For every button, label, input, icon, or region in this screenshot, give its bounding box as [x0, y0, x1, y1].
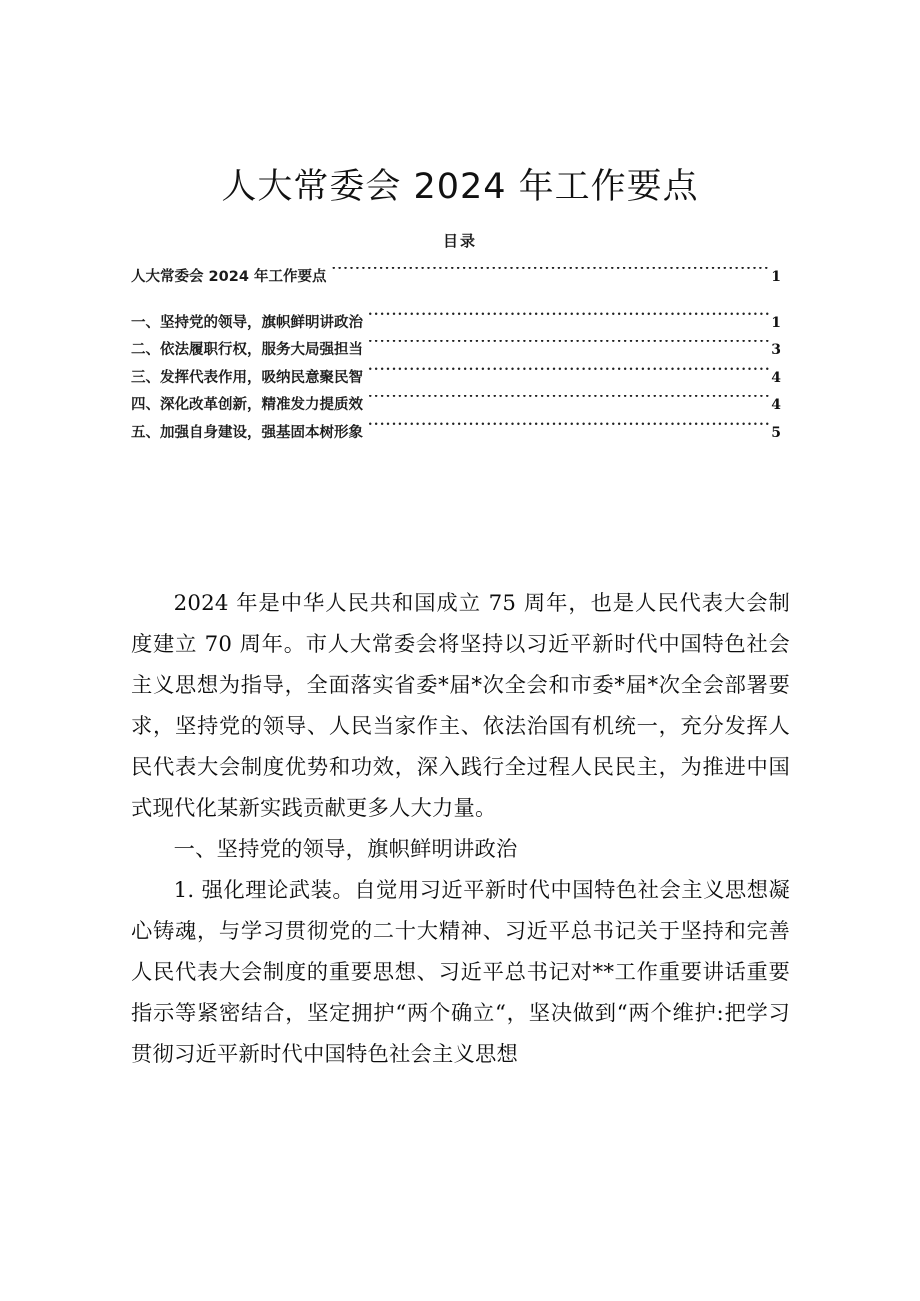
toc-entry-label: 三、发挥代表作用，吸纳民意聚民智	[131, 369, 363, 386]
toc-entry-page-number: 1	[771, 269, 781, 285]
intro-paragraph: 2024 年是中华人民共和国成立 75 周年，也是人民代表大会制度建立 70 周年。市人大常委会将坚持以习近平新时代中国特色社会主义思想为指导，全面落实省委*届*次全会和市委*届*次全会部署要求，坚持党的领导、人民当家作主、依法治国有机统一，充分发挥人民代表大会制度优势和功效，深入践行全过程人民民主，为推进中国式现代化某新实践贡献更多人大力量。	[131, 591, 790, 821]
toc-entry-label: 二、依法履职行权，服务大局强担当	[131, 342, 363, 358]
toc-entry-page-number: 1	[771, 314, 781, 331]
document-body	[131, 583, 790, 1075]
toc-dot-leader	[368, 312, 770, 327]
toc-entry-label: 四、深化改革创新，精准发力提质效	[131, 397, 363, 413]
section-one-heading: 一、坚持党的领导，旗帜鲜明讲政治	[173, 837, 518, 862]
toc-entry-section-two[interactable]	[131, 337, 781, 365]
toc-entry-section-four[interactable]	[131, 392, 781, 420]
section-one-item-1: 1. 强化理论武装。自觉用习近平新时代中国特色社会主义思想凝心铸魂，与学习贯彻党的二十大精神、习近平总书记关于坚持和完善人民代表大会制度的重要思想、习近平总书记对**工作重要讲话重要指示等紧密结合，坚定拥护“两个确立“，坚决做到“两个维护:把学习贯彻习近平新时代中国特色社会主义思想	[131, 878, 790, 1067]
table-of-contents	[131, 264, 781, 447]
toc-entry-page-number: 5	[771, 424, 781, 441]
table-of-contents-heading: 目录	[442, 232, 477, 250]
toc-entry-document-title[interactable]	[131, 264, 781, 292]
toc-dot-leader	[331, 267, 770, 282]
toc-entry-label: 五、加强自身建设，强基固本树形象	[131, 424, 363, 441]
toc-dot-leader	[368, 340, 770, 355]
toc-entry-section-three[interactable]	[131, 365, 781, 393]
toc-entry-page-number: 3	[771, 342, 781, 358]
toc-entry-label: 人大常委会 2024 年工作要点	[131, 269, 327, 285]
toc-entry-label: 一、坚持党的领导，旗帜鲜明讲政治	[131, 314, 363, 331]
toc-entry-section-one[interactable]	[131, 310, 781, 338]
toc-entry-section-five[interactable]	[131, 420, 781, 448]
toc-dot-leader	[368, 422, 770, 437]
toc-dot-leader	[368, 367, 770, 382]
toc-dot-leader	[368, 395, 770, 410]
toc-entry-page-number: 4	[771, 369, 781, 386]
page-title: 人大常委会 2024 年工作要点	[221, 167, 699, 208]
toc-entry-page-number: 4	[771, 397, 781, 413]
